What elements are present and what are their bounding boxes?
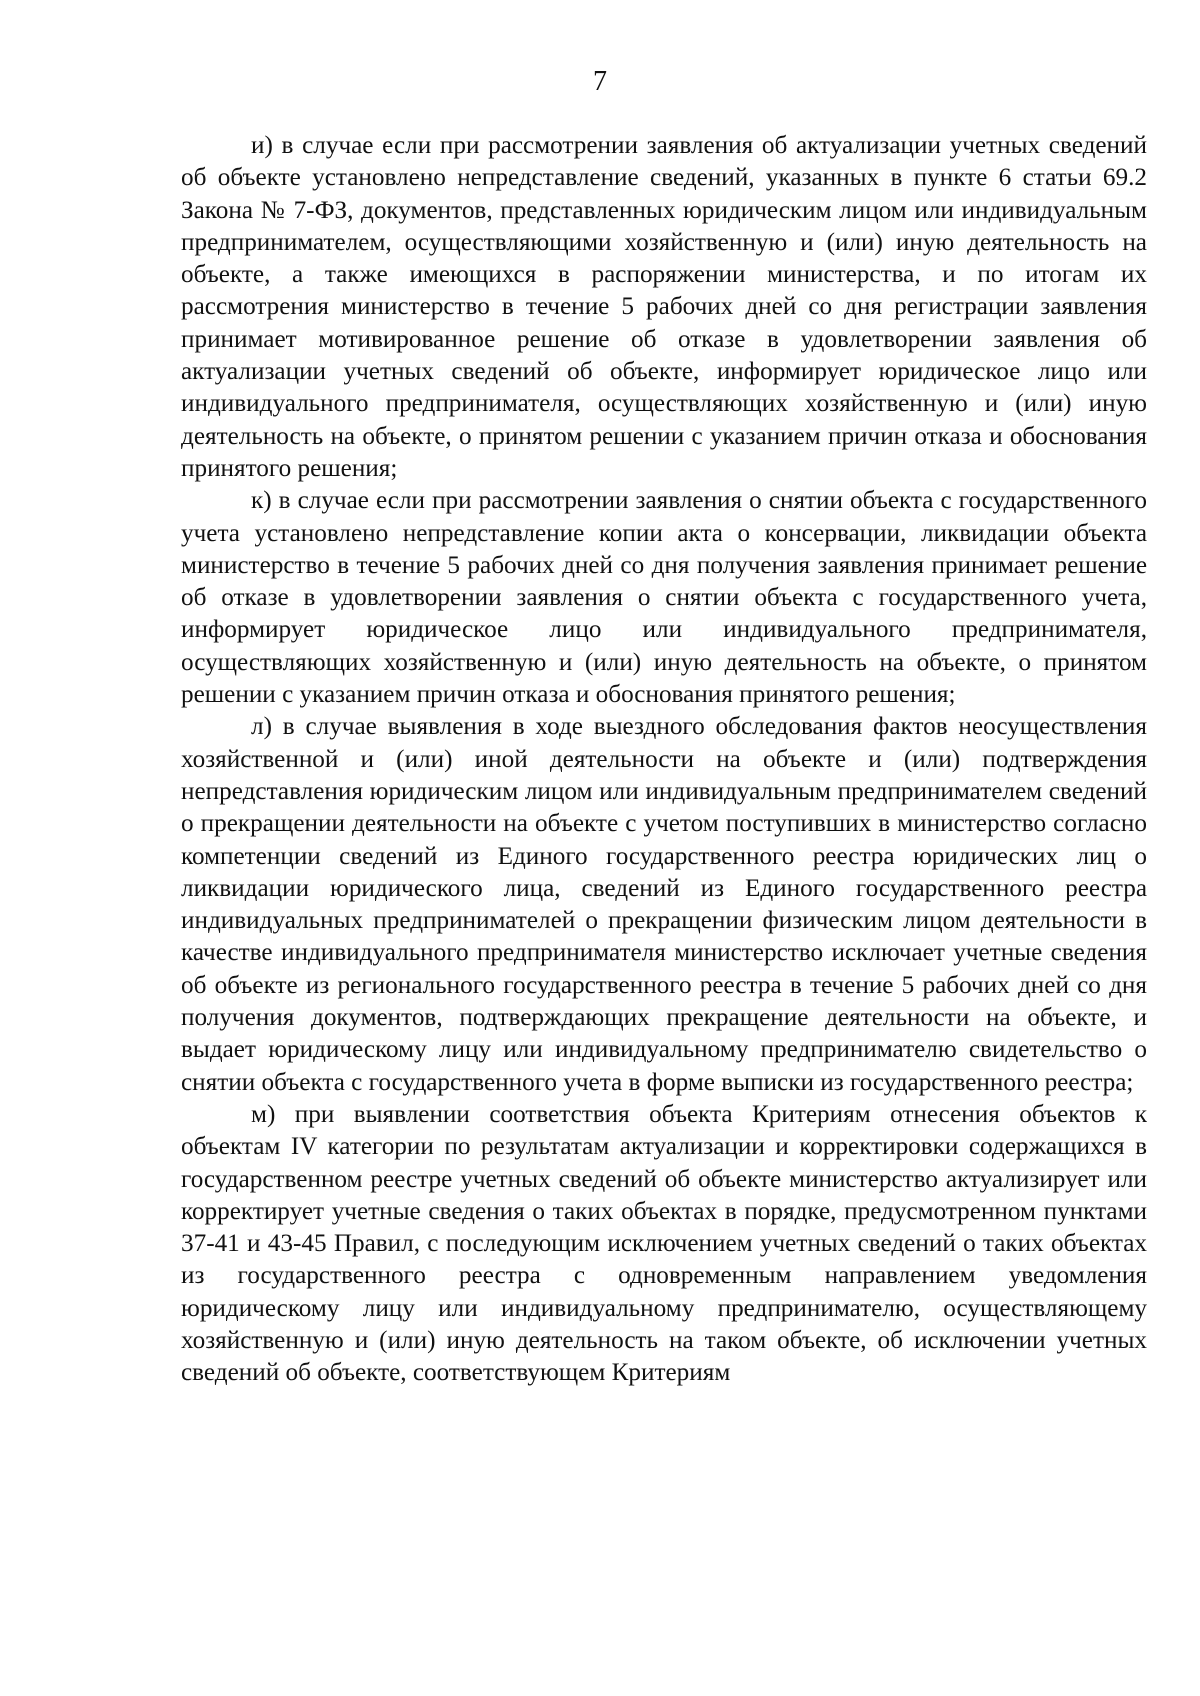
paragraph-m: м) при выявлении соответствия объекта Критериям отнесения объектов к объектам IV категории по результатам актуализации и корректировки содержащихся в государственном реестре учетных сведений об объекте министерство актуализирует или корректирует учетные сведения о таких объектах в порядке, предусмотренном пунктами 37-41 и 43-45 Правил, с последующим исключением учетных сведений о таких объектах из государственного реестра с одновременным направлением уведомления юридическому лицу или индивидуальному предпринимателю, осуществляющему хозяйственную и (или) иную деятельность на таком объекте, об исключении учетных сведений об объекте, соответствующем Критериям — [181, 1100, 1147, 1387]
paragraph-i: и) в случае если при рассмотрении заявления об актуализации учетных сведений об объекте установлено непредставление сведений, указанных в пункте 6 статьи 69.2 Закона № 7-ФЗ, документов, представленных юридическим лицом или индивидуальным предпринимателем, осуществляющими хозяйственную и (или) иную деятельность на объекте, а также имеющихся в распоряжении министерства, и по итогам их рассмотрения министерство в течение 5 рабочих дней со дня регистрации заявления принимает мотивированное решение об отказе в удовлетворении заявления об актуализации учетных сведений об объекте, информирует юридическое лицо или индивидуального предпринимателя, осуществляющих хозяйственную и (или) иную деятельность на объекте, о принятом решении с указанием причин отказа и обоснования принятого решения; — [181, 132, 1147, 482]
paragraph-k: к) в случае если при рассмотрении заявления о снятии объекта с государственного учета установлено непредставление копии акта о консервации, ликвидации объекта министерство в течение 5 рабочих дней со дня получения заявления принимает решение об отказе в удовлетворении заявления о снятии объекта с государственного учета, информирует юридическое лицо или индивидуального предпринимателя, осуществляющих хозяйственную и (или) иную деятельность на объекте, о принятом решении с указанием причин отказа и обоснования принятого решения; — [181, 487, 1147, 709]
page-number: 7 — [593, 66, 607, 97]
document-body — [181, 130, 1147, 1390]
paragraph-l: л) в случае выявления в ходе выездного обследования фактов неосуществления хозяйственной и (или) иной деятельности на объекте и (или) подтверждения непредставления юридическим лицом или индивидуальным предпринимателем сведений о прекращении деятельности на объекте с учетом поступивших в министерство согласно компетенции сведений из Единого государственного реестра юридических лиц о ликвидации юридического лица, сведений из Единого государственного реестра индивидуальных предпринимателей о прекращении физическим лицом деятельности в качестве индивидуального предпринимателя министерство исключает учетные сведения об объекте из регионального государственного реестра в течение 5 рабочих дней со дня получения документов, подтверждающих прекращение деятельности на объекте, и выдает юридическому лицу или индивидуальному предпринимателю свидетельство о снятии объекта с государственного учета в форме выписки из государственного реестра; — [181, 713, 1147, 1096]
